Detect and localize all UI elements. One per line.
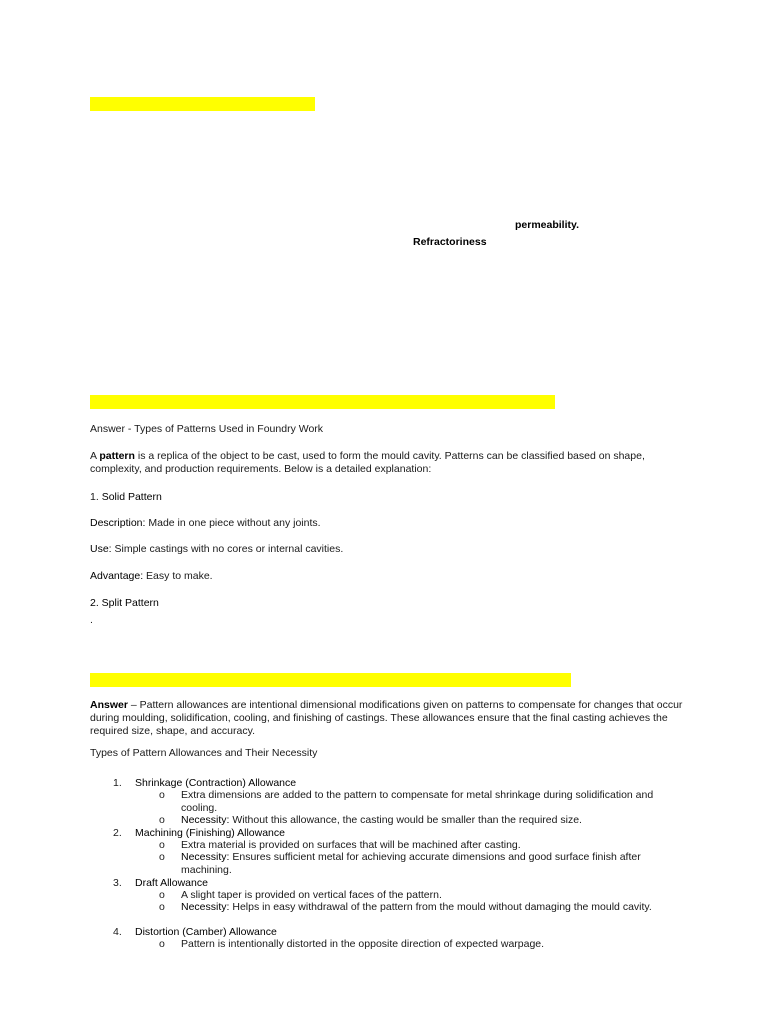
highlight-bar-2 — [90, 395, 555, 409]
pattern-intro-paragraph — [90, 450, 690, 476]
item-3-bullet-2: o — [159, 901, 165, 913]
item-1-title: Shrinkage (Contraction) Allowance — [135, 777, 297, 789]
refractoriness-word: Refractoriness — [413, 236, 487, 248]
item-3-necessity — [181, 901, 691, 914]
item-2-necessity-text: Ensures sufficient metal for achieving accurate dimensions and good surface finish after machining. — [181, 851, 641, 876]
intro-rest: is a replica of the object to be cast, used to form the mould cavity. Patterns can be classified based on shape, complexity, and production requirements. Below is a detailed explanation: — [90, 450, 645, 475]
item-2-bullet-2: o — [159, 851, 165, 863]
item-3-bullet-1: o — [159, 889, 165, 901]
use-line — [90, 543, 343, 556]
highlight-bar-1 — [90, 97, 315, 111]
description-text: Made in one piece without any joints. — [145, 517, 321, 529]
item-3-title: Draft Allowance — [135, 877, 208, 889]
item-2-number: 2. — [113, 827, 122, 839]
advantage-label: Advantage: — [90, 570, 144, 582]
allowances-answer-paragraph — [90, 699, 690, 738]
allowances-answer-text: – Pattern allowances are intentional dimensional modifications given on patterns to compensate for changes that occur during moulding, solidification, cooling, and finishing of castings. These allowances ensure that the final casting achieves the required size, shape, and accuracy. — [90, 699, 683, 737]
solid-title: Solid Pattern — [101, 491, 162, 503]
stray-dot: . — [90, 614, 93, 626]
item-1-bullet-2: o — [159, 814, 165, 826]
item-4-title: Distortion (Camber) Allowance — [135, 926, 277, 938]
highlight-bar-3 — [90, 673, 571, 687]
item-2-necessity — [181, 851, 691, 877]
necessity-label: Necessity: — [181, 851, 230, 863]
item-2-bullet-1: o — [159, 839, 165, 851]
description-line — [90, 517, 321, 530]
description-label: Description: — [90, 517, 146, 529]
item-3-necessity-text: Helps in easy withdrawal of the pattern from the mould without damaging the mould cavity. — [229, 901, 652, 913]
advantage-text: Easy to make. — [143, 570, 213, 582]
item-4-bullet-1: o — [159, 938, 165, 950]
item-4-point: Pattern is intentionally distorted in the opposite direction of expected warpage. — [181, 938, 545, 950]
intro-prefix: A — [90, 450, 100, 462]
item-4-number: 4. — [113, 926, 122, 938]
use-label: Use: — [90, 543, 112, 555]
intro-bold-pattern: pattern — [99, 450, 135, 462]
advantage-line — [90, 570, 213, 583]
solid-pattern-heading — [90, 491, 162, 504]
patterns-answer-heading: Answer - Types of Patterns Used in Foundry Work — [90, 423, 324, 435]
allowances-answer-label: Answer — [90, 699, 128, 711]
item-1-number: 1. — [113, 777, 122, 789]
item-1-necessity — [181, 814, 691, 827]
item-2-title: Machining (Finishing) Allowance — [135, 827, 285, 839]
necessity-label: Necessity: — [181, 814, 230, 826]
allowance-types-heading: Types of Pattern Allowances and Their Necessity — [90, 747, 318, 759]
solid-num: 1. — [90, 491, 102, 503]
split-pattern-heading: 2. Split Pattern — [90, 597, 159, 609]
necessity-label: Necessity: — [181, 901, 230, 913]
item-2-point: Extra material is provided on surfaces that will be machined after casting. — [181, 839, 521, 851]
permeability-word: permeability. — [515, 219, 579, 231]
item-3-number: 3. — [113, 877, 122, 889]
item-1-necessity-text: Without this allowance, the casting would be smaller than the required size. — [229, 814, 582, 826]
item-3-point: A slight taper is provided on vertical faces of the pattern. — [181, 889, 442, 901]
item-1-bullet-1: o — [159, 789, 165, 801]
item-1-point: Extra dimensions are added to the pattern to compensate for metal shrinkage during solidification and cooling. — [181, 789, 654, 814]
use-text: Simple castings with no cores or internal cavities. — [111, 543, 344, 555]
